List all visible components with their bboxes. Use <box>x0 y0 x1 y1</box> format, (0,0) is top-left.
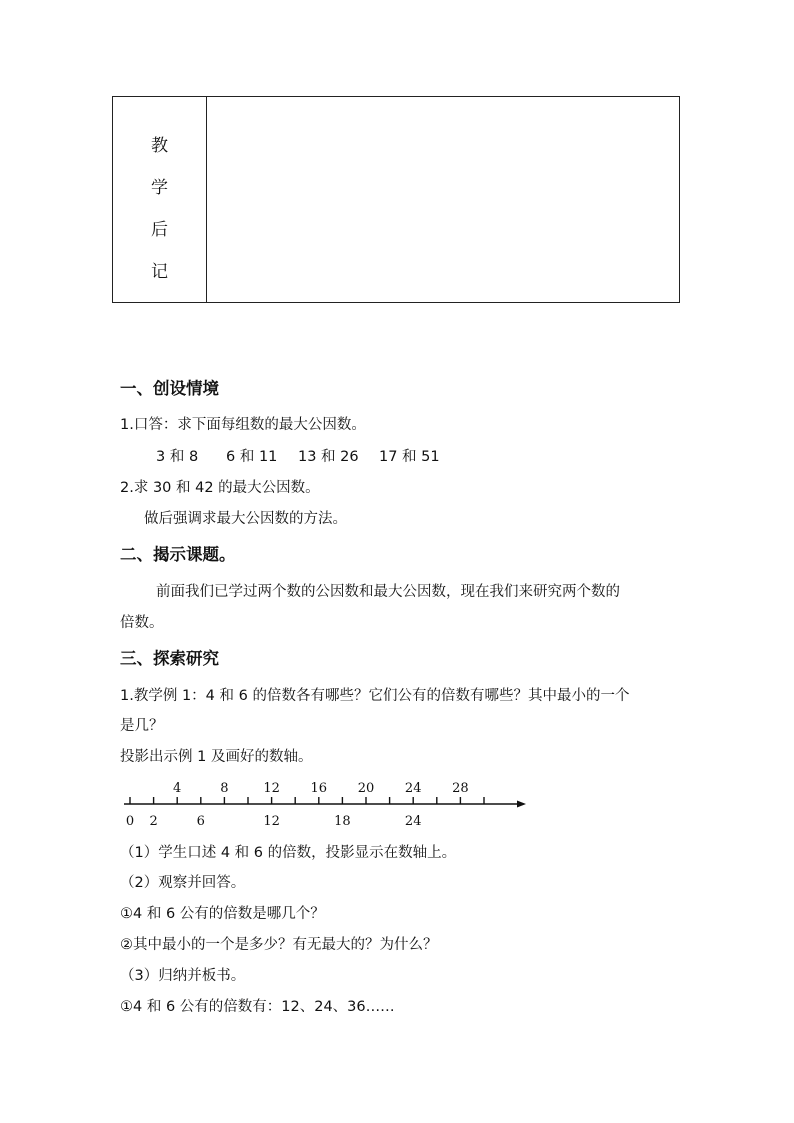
section3-heading: 三、探索研究 <box>120 649 219 668</box>
number-line-label-above: 20 <box>357 781 375 796</box>
number-line-label-above: 28 <box>452 781 469 796</box>
section1-item1: 1.口答：求下面每组数的最大公因数。 <box>120 417 366 433</box>
section2-paragraph-line1: 前面我们已学过两个数的公因数和最大公因数，现在我们来研究两个数的 <box>156 584 620 600</box>
section3-item1-line1: 1.教学例 1：4 和 6 的倍数各有哪些？它们公有的倍数有哪些？其中最小的一个 <box>120 688 630 704</box>
number-line-label-below: 12 <box>263 814 280 829</box>
section3-question1: ①4 和 6 公有的倍数是哪几个？ <box>120 906 325 922</box>
number-line-label-below: 24 <box>404 814 422 829</box>
number-line <box>118 776 538 832</box>
number-line-label-above: 8 <box>220 781 229 796</box>
number-line-svg <box>118 776 538 832</box>
label-char: 教 <box>151 136 168 156</box>
section3-step2: （2）观察并回答。 <box>120 875 246 891</box>
section3-question2: ②其中最小的一个是多少？有无最大的？为什么？ <box>120 937 438 953</box>
teaching-notes-table <box>112 96 680 303</box>
section2-heading: 二、揭示课题。 <box>120 545 236 564</box>
number-pair: 13 和 26 <box>298 449 359 465</box>
number-pair: 3 和 8 <box>156 449 199 465</box>
number-line-arrow <box>517 801 526 808</box>
section3-step3: （3）归纳并板书。 <box>120 968 246 984</box>
number-pair: 6 和 11 <box>226 449 278 465</box>
notes-body-cell <box>207 97 679 302</box>
section3-projection: 投影出示例 1 及画好的数轴。 <box>120 749 313 765</box>
notes-label-cell <box>113 97 207 302</box>
section3-item1-line2: 是几？ <box>120 718 164 734</box>
label-char: 记 <box>151 262 168 282</box>
number-line-label-above: 4 <box>173 781 182 796</box>
number-line-label-above: 16 <box>310 781 328 796</box>
number-line-label-below: 6 <box>196 814 205 829</box>
section2-paragraph-line2: 倍数。 <box>120 615 164 631</box>
number-line-label-below: 0 <box>125 814 135 829</box>
section3-conclusion: ①4 和 6 公有的倍数有：12、24、36…… <box>120 999 395 1015</box>
number-line-label-below: 18 <box>334 814 351 829</box>
section1-note: 做后强调求最大公因数的方法。 <box>144 511 347 527</box>
section1-heading: 一、创设情境 <box>120 379 219 398</box>
number-line-label-above: 24 <box>404 781 422 796</box>
number-pair: 17 和 51 <box>379 449 440 465</box>
section1-item2: 2.求 30 和 42 的最大公因数。 <box>120 480 320 496</box>
number-line-label-above: 12 <box>263 781 280 796</box>
number-line-label-below: 2 <box>149 814 158 829</box>
section3-step1: （1）学生口述 4 和 6 的倍数，投影显示在数轴上。 <box>120 845 457 861</box>
label-char: 学 <box>151 178 168 198</box>
label-char: 后 <box>151 220 168 240</box>
